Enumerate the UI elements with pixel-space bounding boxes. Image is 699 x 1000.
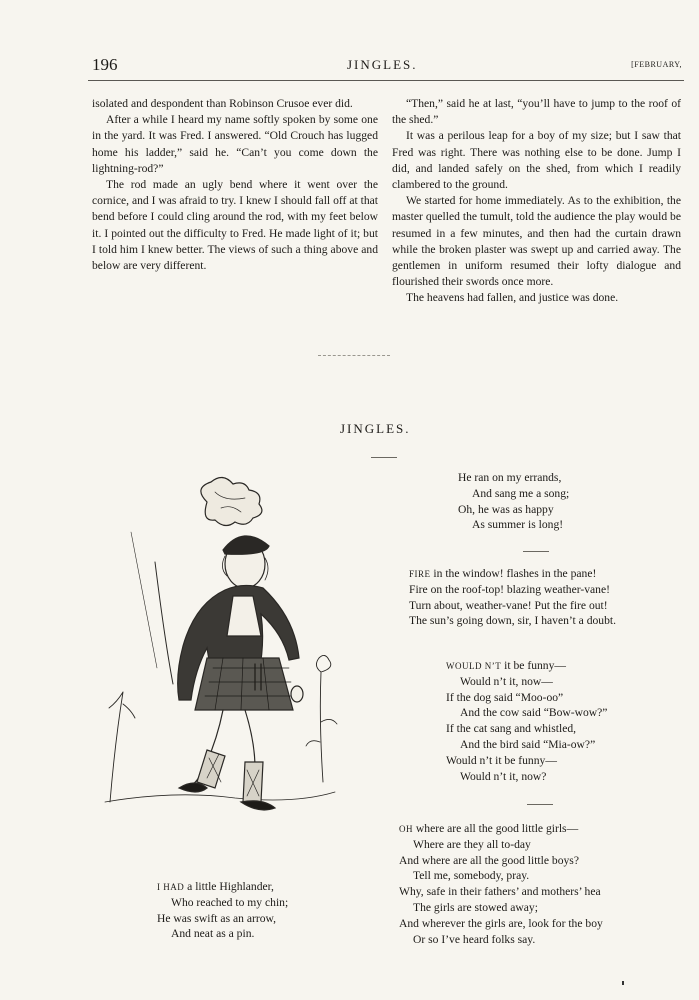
verse-line: Would n’t it be funny— (446, 753, 557, 767)
highlander-illustration (95, 472, 345, 872)
verse-line: As summer is long! (472, 518, 564, 532)
verse-line: And where are all the good little boys? (399, 853, 579, 867)
verse-line: The girls are stowed away; (413, 900, 538, 914)
story-paragraph: We started for home immediately. As to the exhibition, the master quelled the tumult, told the audience the play would be resumed in a few minutes, and then had the curtain drawn while the broken plaster was swept up and carried away. The gentlemen in uniform resumed their lofty dialogue and flourished their swords once more. (392, 194, 681, 289)
verse-line: Why, safe in their fathers’ and mothers’ hea (399, 885, 601, 899)
running-title: JINGLES. (347, 57, 418, 72)
verse-line: And wherever the girls are, look for the boy (399, 916, 603, 930)
verse-line: Would n’t it, now? (460, 769, 547, 783)
verse-line: And the bird said “Mia-ow?” (460, 737, 596, 751)
verse-line: Would n’t it, now— (460, 674, 553, 688)
jingles-title: JINGLES. (340, 421, 411, 436)
dropcap-word: WOULD N’T (446, 661, 502, 671)
verse-line: He ran on my errands, (458, 471, 562, 484)
page-header (92, 55, 682, 79)
verse-line: in the window! flashes in the pane! (430, 567, 597, 580)
dropcap-word: I HAD (157, 882, 185, 892)
section-divider (318, 355, 390, 357)
header-rule (88, 80, 684, 81)
verse-line: And sang me a song; (472, 486, 570, 500)
story-paragraph: isolated and despondent than Robinson Crusoe ever did. (92, 97, 353, 110)
verse-line: Oh, he was as happy (458, 502, 554, 516)
story-paragraph: After a while I heard my name softly spoken by some one in the yard. It was Fred. I answered. “Old Crouch has lugged home his ladder,” said he. “Can’t you come down the lightning-rod?” (92, 113, 378, 175)
verse-line: Who reached to my chin; (171, 895, 289, 909)
story-paragraph: The heavens had fallen, and justice was done. (406, 291, 619, 305)
verse-rule (523, 551, 549, 552)
dropcap-word: OH (399, 824, 413, 834)
story-column-right (392, 96, 681, 307)
print-speck (622, 981, 624, 985)
verse-line: If the dog said “Moo-oo” (446, 690, 564, 704)
verse-line: The sun’s going down, sir, I haven’t a doubt. (409, 614, 617, 628)
story-column-left (92, 96, 378, 274)
verse-fire (409, 566, 616, 629)
verse-line: If the cat sang and whistled, (446, 722, 577, 736)
verse-line: Turn about, weather-vane! Put the fire out! (409, 598, 608, 612)
verse-rule (527, 804, 553, 805)
verse-line: it be funny— (501, 659, 566, 672)
story-paragraph: The rod made an ugly bend where it went over the cornice, and I was afraid to try. I knew I should fall off at that bend before I could cling around the rod, with my feet below it. I pointed out the difficulty to Fred. He made light of it; but I told him I knew better. The views of such a thing above and below are very different. (92, 178, 378, 273)
verse-line: a little Highlander, (184, 880, 274, 893)
verse-line: Tell me, somebody, pray. (413, 869, 530, 883)
title-rule (371, 457, 397, 458)
verse-line: Or so I’ve heard folks say. (413, 932, 536, 946)
running-month: [FEBRUARY, (631, 60, 682, 69)
verse-girls (399, 821, 603, 947)
story-paragraph: It was a perilous leap for a boy of my size; but I saw that Fred was right. There was nothing else to be done. Jump I did, and landed safely on the shed, from which I readily clambered to the ground. (392, 129, 681, 192)
verse-line: Fire on the roof-top! blazing weather-vane! (409, 582, 610, 596)
story-paragraph: “Then,” said he at last, “you’ll have to jump to the roof of the shed.” (392, 97, 681, 127)
verse-highlander (157, 879, 288, 942)
verse-line: Where are they all to-day (413, 837, 531, 851)
verse-line: And the cow said “Bow-wow?” (460, 706, 608, 720)
verse-line: where are all the good little girls— (413, 822, 579, 835)
verse-line: He was swift as an arrow, (157, 911, 277, 925)
verse-funny (446, 658, 607, 784)
verse-highlander-cont (458, 470, 569, 533)
page-number: 196 (92, 55, 118, 74)
dropcap-word: FIRE (409, 569, 431, 579)
verse-line: And neat as a pin. (171, 927, 255, 941)
